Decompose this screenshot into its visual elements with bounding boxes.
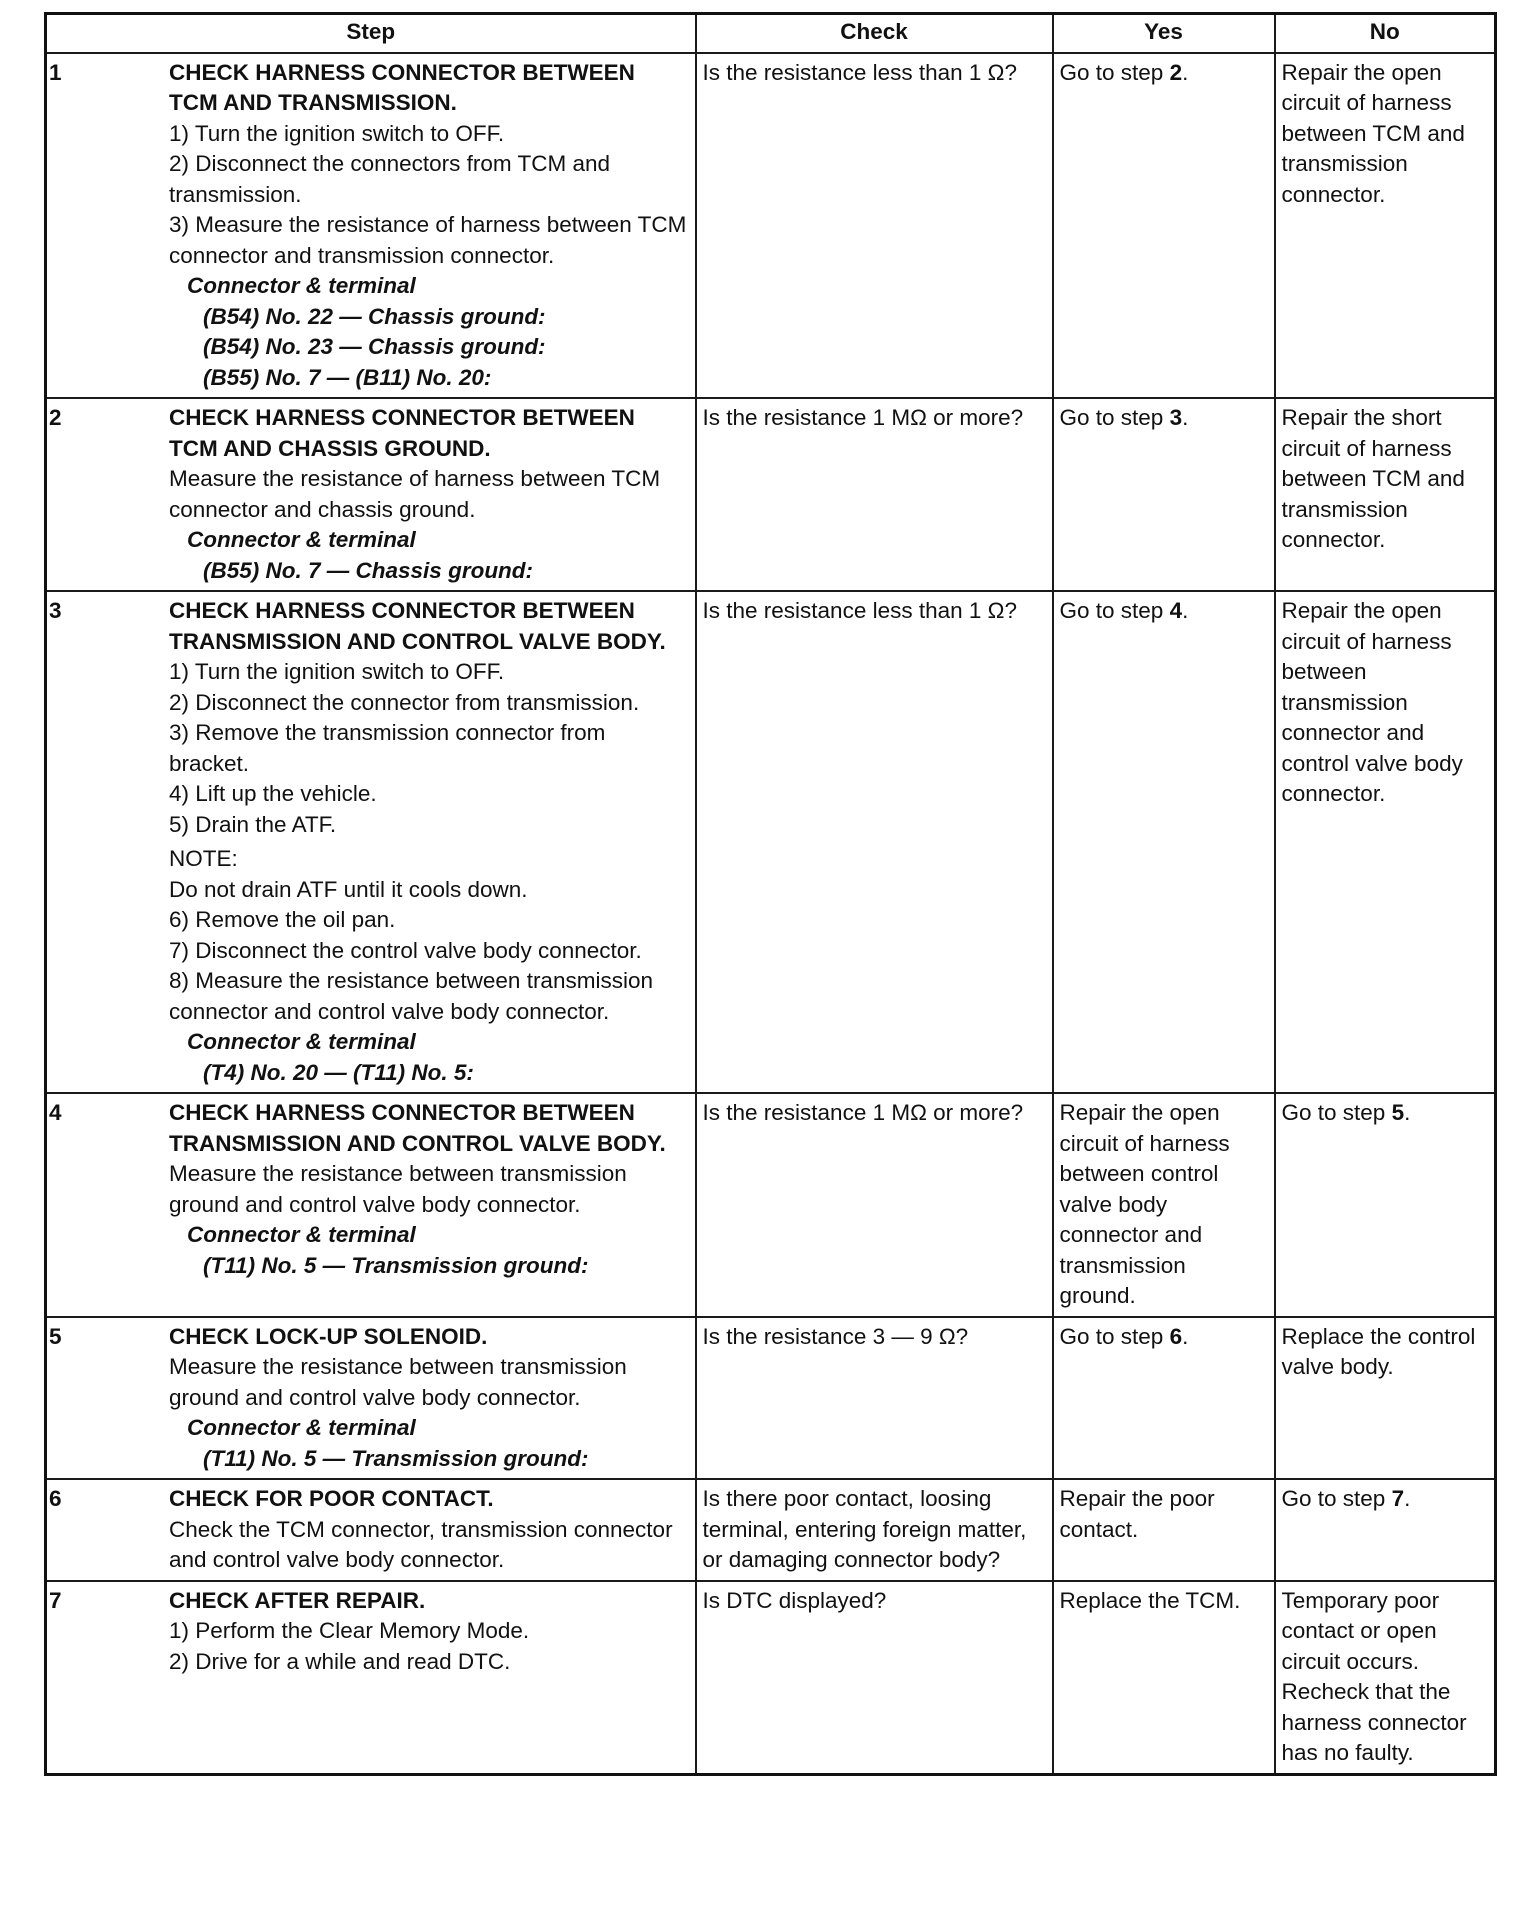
no-step-ref: 5 xyxy=(1391,1100,1405,1125)
check-cell: Is the resistance 3 — 9 Ω? xyxy=(696,1317,1053,1480)
note-text: Do not drain ATF until it cools down. xyxy=(169,876,528,902)
step-cell xyxy=(46,1581,696,1775)
connector-terminal-item: (T11) No. 5 — Transmission ground: xyxy=(203,1252,589,1278)
connector-terminal-label: Connector & terminal xyxy=(187,1029,416,1054)
step-instruction: 7) Disconnect the control valve body connector. xyxy=(169,937,642,963)
step-title: CHECK HARNESS CONNECTOR BETWEEN TCM AND TRANSMISSION. xyxy=(169,59,635,115)
yes-end: . xyxy=(1182,1323,1189,1349)
step-content xyxy=(169,58,689,394)
step-number: 2 xyxy=(49,405,62,430)
connector-terminal-item: (T4) No. 20 — (T11) No. 5: xyxy=(203,1059,474,1085)
check-cell: Is the resistance less than 1 Ω? xyxy=(696,53,1053,399)
connector-terminal-item: (T11) No. 5 — Transmission ground: xyxy=(203,1445,589,1471)
step-title: CHECK LOCK-UP SOLENOID. xyxy=(169,1323,488,1349)
table-row xyxy=(46,1581,1496,1775)
diagnostic-table xyxy=(44,12,1497,1776)
step-content xyxy=(169,1586,689,1678)
yes-text: Repair the open circuit of harness between control valve body connector and transmission ground. xyxy=(1059,1100,1230,1308)
yes-cell xyxy=(1053,1581,1275,1775)
step-instruction: 5) Drain the ATF. xyxy=(169,811,337,837)
step-cell xyxy=(46,1093,696,1317)
yes-cell xyxy=(1053,591,1275,1093)
step-instruction: 2) Disconnect the connector from transmission. xyxy=(169,689,640,715)
yes-text: Go to step xyxy=(1059,598,1170,623)
step-instruction: 2) Drive for a while and read DTC. xyxy=(169,1648,511,1674)
yes-step-ref: 3 xyxy=(1169,405,1183,430)
check-cell: Is the resistance 1 MΩ or more? xyxy=(696,398,1053,591)
step-instruction: 1) Turn the ignition switch to OFF. xyxy=(169,659,505,684)
no-cell xyxy=(1275,53,1496,399)
step-number: 3 xyxy=(49,598,62,623)
step-number: 1 xyxy=(49,59,62,85)
step-instruction: 2) Disconnect the connectors from TCM and transmission. xyxy=(169,151,611,207)
yes-end: . xyxy=(1182,598,1189,623)
no-cell xyxy=(1275,591,1496,1093)
yes-end: . xyxy=(1182,59,1189,85)
step-instruction: 3) Remove the transmission connector from bracket. xyxy=(169,720,606,776)
table-body xyxy=(46,53,1496,1775)
yes-cell xyxy=(1053,1093,1275,1317)
connector-terminal-label: Connector & terminal xyxy=(187,527,416,552)
step-title: CHECK AFTER REPAIR. xyxy=(169,1587,426,1613)
step-instruction: 1) Turn the ignition switch to OFF. xyxy=(169,120,505,146)
step-number: 6 xyxy=(49,1486,62,1511)
no-text: Repair the open circuit of harness between TCM and transmission connector. xyxy=(1281,59,1465,207)
connector-terminal-item: (B54) No. 23 — Chassis ground: xyxy=(203,334,546,359)
yes-step-ref: 6 xyxy=(1169,1323,1183,1349)
step-content xyxy=(169,1322,689,1475)
step-number: 5 xyxy=(49,1323,62,1349)
yes-cell xyxy=(1053,398,1275,591)
yes-cell xyxy=(1053,53,1275,399)
yes-text: Replace the TCM. xyxy=(1059,1587,1241,1613)
connector-terminal-label: Connector & terminal xyxy=(187,1222,416,1247)
table-row xyxy=(46,53,1496,399)
yes-cell xyxy=(1053,1317,1275,1480)
check-cell: Is there poor contact, loosing terminal, entering foreign matter, or damaging connector body? xyxy=(696,1479,1053,1581)
connector-terminal-item: (B55) No. 7 — Chassis ground: xyxy=(203,557,534,583)
yes-step-ref: 2 xyxy=(1169,59,1183,85)
step-cell xyxy=(46,398,696,591)
connector-terminal-label: Connector & terminal xyxy=(187,1415,416,1440)
step-number: 7 xyxy=(49,1587,62,1613)
no-text: Go to step xyxy=(1281,1486,1392,1511)
step-content xyxy=(169,1098,689,1281)
header-no: No xyxy=(1275,14,1496,53)
connector-terminal-label: Connector & terminal xyxy=(187,273,416,298)
no-cell xyxy=(1275,398,1496,591)
header-step: Step xyxy=(46,14,696,53)
yes-text: Go to step xyxy=(1059,405,1170,430)
table-row xyxy=(46,398,1496,591)
step-content xyxy=(169,1484,689,1576)
step-cell xyxy=(46,1317,696,1480)
step-instruction: 3) Measure the resistance of harness between TCM connector and transmission connector. xyxy=(169,212,687,268)
yes-text: Go to step xyxy=(1059,59,1170,85)
step-title: CHECK HARNESS CONNECTOR BETWEEN TRANSMISSION AND CONTROL VALVE BODY. xyxy=(169,1100,666,1156)
no-text: Replace the control valve body. xyxy=(1281,1323,1476,1379)
step-cell xyxy=(46,53,696,399)
header-yes: Yes xyxy=(1053,14,1275,53)
step-cell xyxy=(46,1479,696,1581)
yes-step-ref: 4 xyxy=(1169,598,1183,623)
table-row xyxy=(46,1317,1496,1480)
step-title: CHECK HARNESS CONNECTOR BETWEEN TRANSMISSION AND CONTROL VALVE BODY. xyxy=(169,598,666,654)
step-instruction: 6) Remove the oil pan. xyxy=(169,907,396,932)
yes-text: Repair the poor contact. xyxy=(1059,1486,1215,1542)
no-cell xyxy=(1275,1317,1496,1480)
note-label: NOTE: xyxy=(169,846,238,871)
connector-terminal-item: (B55) No. 7 — (B11) No. 20: xyxy=(203,364,492,390)
no-text: Temporary poor contact or open circuit occurs. Recheck that the harness connector has no faulty. xyxy=(1281,1587,1467,1765)
step-title: CHECK HARNESS CONNECTOR BETWEEN TCM AND CHASSIS GROUND. xyxy=(169,405,635,461)
step-title: CHECK FOR POOR CONTACT. xyxy=(169,1486,494,1511)
step-number: 4 xyxy=(49,1100,62,1125)
step-instruction: 1) Perform the Clear Memory Mode. xyxy=(169,1618,530,1643)
step-content xyxy=(169,596,689,1088)
no-end: . xyxy=(1404,1486,1411,1511)
no-text: Repair the open circuit of harness between transmission connector and control valve body connector. xyxy=(1281,598,1463,806)
step-instruction: Measure the resistance between transmission ground and control valve body connector. xyxy=(169,1354,627,1410)
header-check: Check xyxy=(696,14,1053,53)
check-cell: Is the resistance 1 MΩ or more? xyxy=(696,1093,1053,1317)
yes-text: Go to step xyxy=(1059,1323,1170,1349)
yes-end: . xyxy=(1182,405,1189,430)
check-cell: Is DTC displayed? xyxy=(696,1581,1053,1775)
no-text: Repair the short circuit of harness between TCM and transmission connector. xyxy=(1281,405,1465,552)
yes-cell xyxy=(1053,1479,1275,1581)
step-instruction: 4) Lift up the vehicle. xyxy=(169,781,377,806)
header-row xyxy=(46,14,1496,53)
step-instruction: Measure the resistance of harness between TCM connector and chassis ground. xyxy=(169,466,661,522)
no-cell xyxy=(1275,1093,1496,1317)
no-cell xyxy=(1275,1479,1496,1581)
no-cell xyxy=(1275,1581,1496,1775)
step-instruction: 8) Measure the resistance between transmission connector and control valve body connector. xyxy=(169,968,653,1024)
step-cell xyxy=(46,591,696,1093)
no-end: . xyxy=(1404,1100,1411,1125)
step-instruction: Check the TCM connector, transmission connector and control valve body connector. xyxy=(169,1516,673,1572)
no-step-ref: 7 xyxy=(1391,1486,1405,1511)
check-cell: Is the resistance less than 1 Ω? xyxy=(696,591,1053,1093)
table-row xyxy=(46,591,1496,1093)
table-row xyxy=(46,1479,1496,1581)
step-content xyxy=(169,403,689,586)
table-row xyxy=(46,1093,1496,1317)
no-text: Go to step xyxy=(1281,1100,1392,1125)
connector-terminal-item: (B54) No. 22 — Chassis ground: xyxy=(203,303,546,329)
step-instruction: Measure the resistance between transmission ground and control valve body connector. xyxy=(169,1161,627,1217)
